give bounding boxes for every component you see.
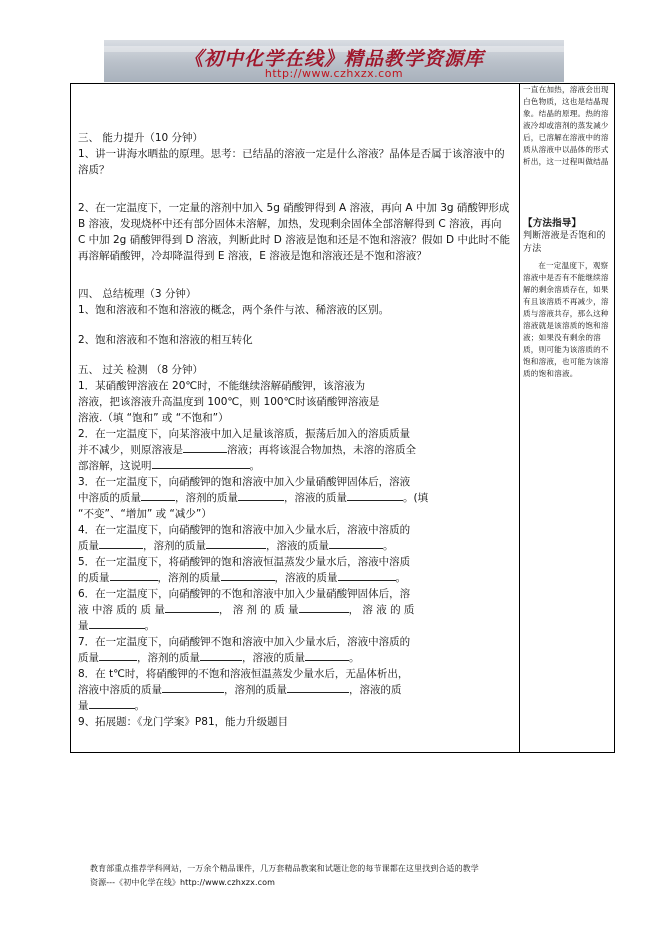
answer-blank[interactable]	[141, 500, 175, 501]
answer-blank[interactable]	[99, 548, 143, 549]
section-4-heading: 四、 总结梳理（3 分钟）	[78, 288, 197, 300]
answer-blank[interactable]	[329, 548, 383, 549]
answer-blank[interactable]	[89, 628, 145, 629]
answer-blank[interactable]	[152, 468, 250, 469]
header-banner	[104, 40, 564, 82]
section-3-heading: 三、 能力提升（10 分钟）	[78, 132, 204, 144]
section-3-question-2: 2、在一定温度下，一定量的溶剂中加入 5g 硝酸钾得到 A 溶液，再向 A 中加 3g 硝酸钾形成 B 溶液，发现烧杯中还有部分固体未溶解，加热，发现剩余固体全部溶解得到 C 溶液，再向 C 中加 2g 硝酸钾得到 D 溶液，判断此时 D 溶液是饱和还是不饱和溶液？假如 D 中此时不能再溶解硝酸钾，冷却降温得到 E 溶液，E 溶液是饱和溶液还是不饱和溶液？	[78, 202, 510, 262]
answer-blank[interactable]	[338, 580, 396, 581]
answer-blank[interactable]	[305, 660, 349, 661]
answer-blank[interactable]	[287, 692, 349, 693]
main-column	[78, 130, 510, 730]
answer-blank[interactable]	[299, 612, 349, 613]
answer-blank[interactable]	[238, 500, 284, 501]
answer-blank[interactable]	[162, 692, 224, 693]
column-divider	[519, 84, 520, 752]
answer-blank[interactable]	[200, 660, 242, 661]
section-5-heading: 五、 过关 检测 （8 分钟）	[78, 364, 204, 376]
answer-blank[interactable]	[347, 500, 403, 501]
footer-line-1: 教育部重点推荐学科网站，一万余个精品课件，几万套精品教案和试题让您的每节课都在这里找到合适的教学	[90, 864, 479, 873]
answer-blank[interactable]	[89, 708, 135, 709]
answer-blank[interactable]	[165, 612, 219, 613]
method-heading: 【方法指导】	[523, 218, 582, 229]
section-4-point-2: 2、饱和溶液和不饱和溶液的相互转化	[78, 334, 253, 346]
answer-blank[interactable]	[183, 452, 227, 453]
method-body: 在一定温度下，观察溶液中是否有不能继续溶解的剩余溶质存在，如果有且该溶质不再减少，溶质与溶液共存，那么这种溶液就是该溶质的饱和溶液；如果没有剩余的溶质，则可能为该溶质的不饱和溶液，也可能为该溶质的饱和溶液。	[523, 261, 609, 378]
answer-blank[interactable]	[110, 580, 158, 581]
side-column	[523, 84, 613, 380]
content-table	[70, 83, 615, 753]
side-top-note: 一直在加热，溶液会出现白色物质，这也是结晶现象。结晶的原理。热的溶液冷却或溶剂的蒸发减少后，已溶解在溶液中的溶质从溶液中以晶体的形式析出，这一过程叫做结晶	[523, 85, 609, 166]
question-9: 9、拓展题：《龙门学案》P81，能力升级题目	[78, 716, 289, 728]
footer-line-2: 资源---《初中化学在线》http://www.czhxzx.com	[90, 878, 275, 887]
answer-blank[interactable]	[99, 660, 137, 661]
question-7: 7．在一定温度下，向硝酸钾不饱和溶液中加入少量水后，溶液中溶质的 质量 ，溶剂的质量 ，溶液的质量 。	[78, 636, 411, 664]
question-2: 2．在一定温度下，向某溶液中加入足量该溶质，振荡后加入的溶质质量 并不减少，则原溶液是 溶液；再将该混合物加热，未溶的溶质全 部溶解，这说明 。	[78, 428, 416, 472]
question-3: 3．在一定温度下，向硝酸钾的饱和溶液中加入少量硝酸钾固体后，溶液 中溶质的质量 ，溶剂的质量 ，溶液的质量 。(填 “不变”、“增加” 或 “减少”）	[78, 476, 429, 520]
answer-blank[interactable]	[221, 580, 275, 581]
question-1: 1．某硝酸钾溶液在 20℃时，不能继续溶解硝酸钾，该溶液为 溶液，把该溶液升高温度到 100℃，则 100℃时该硝酸钾溶液是 溶液.（填 “饱和” 或 “不饱和”）	[78, 380, 380, 424]
question-5: 5．在一定温度下，将硝酸钾的饱和溶液恒温蒸发少量水后，溶液中溶质 的质量 ，溶剂的质量 ，溶液的质量 。	[78, 556, 411, 584]
question-4: 4．在一定温度下，向硝酸钾的饱和溶液中加入少量水后，溶液中溶质的 质量 ，溶剂的质量 ，溶液的质量 。	[78, 524, 411, 552]
section-3-question-1: 1、讲一讲海水晒盐的原理。思考：已结晶的溶液一定是什么溶液？晶体是否属于该溶液中的溶质？	[78, 148, 505, 176]
section-4-point-1: 1、饱和溶液和不饱和溶液的概念，两个条件与浓、稀溶液的区别。	[78, 304, 390, 316]
footer-note	[90, 862, 610, 890]
method-subtitle: 判断溶液是否饱和的方法	[523, 231, 606, 254]
question-6: 6．在一定温度下，向硝酸钾的不饱和溶液中加入少量硝酸钾固体后，溶 液 中溶 质的 质 量 ， 溶 剂 的 质 量 ， 溶 液 的 质 量 。	[78, 588, 415, 632]
banner-url[interactable]: http://www.czhxzx.com	[264, 67, 404, 80]
answer-blank[interactable]	[206, 548, 266, 549]
question-8: 8．在 t℃时，将硝酸钾的不饱和溶液恒温蒸发少量水后，无晶体析出， 溶液中溶质的质量 ，溶剂的质量 ，溶液的质 量 。	[78, 668, 409, 712]
banner-title: 《初中化学在线》精品教学资源库	[183, 48, 484, 70]
